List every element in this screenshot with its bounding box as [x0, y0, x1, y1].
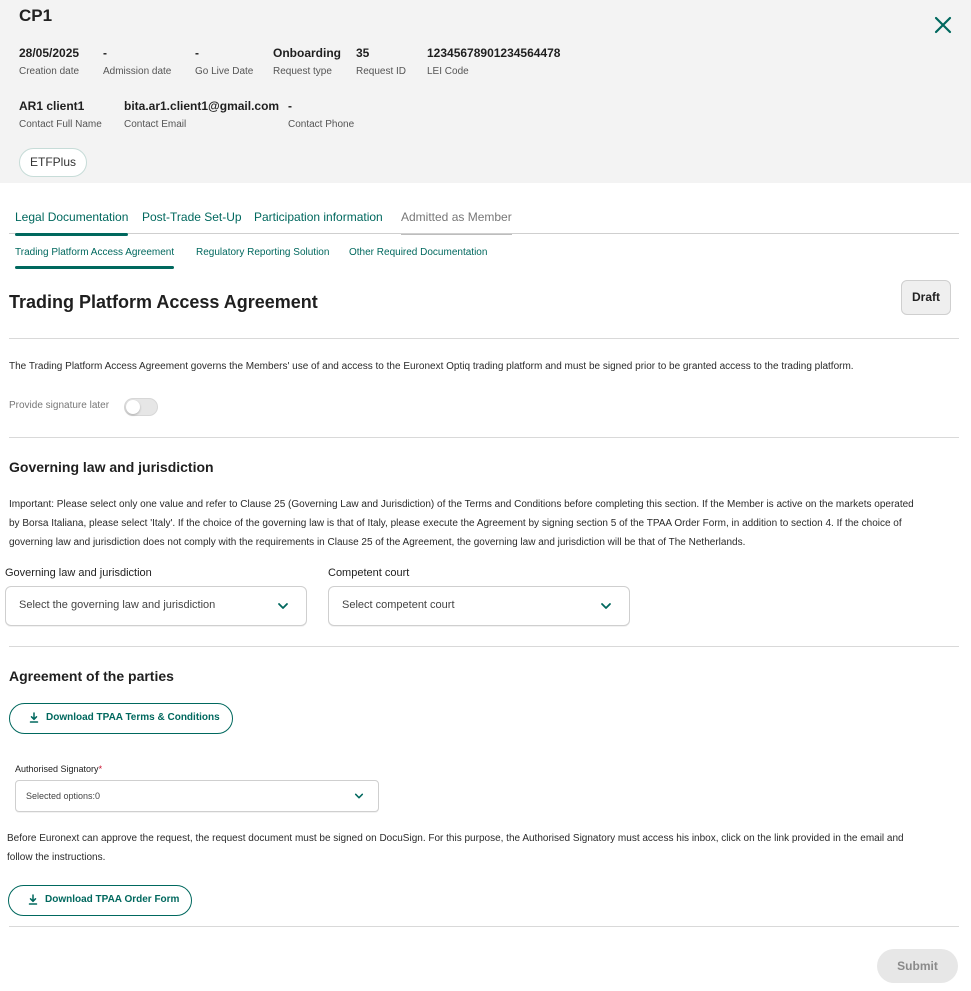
section-title-governing-law: Governing law and jurisdiction [9, 459, 214, 475]
request-id-field [356, 46, 406, 77]
button-label: Download TPAA Terms & Conditions [46, 712, 220, 723]
field-label: Request ID [356, 66, 407, 77]
governing-law-label: Governing law and jurisdiction [5, 567, 152, 579]
tab-admitted-as-member[interactable]: Admitted as Member [401, 208, 512, 234]
button-label: Download TPAA Order Form [45, 894, 180, 905]
request-header [0, 0, 971, 183]
creation-date-field [19, 46, 79, 77]
select-placeholder: Select competent court [342, 599, 455, 611]
field-label: Request type [273, 66, 332, 77]
notice-line: governing law and jurisdiction does not comply with the requirements in Clause 25 of the Agreement, the governing law and jurisdiction will be that of The Netherlands. [9, 537, 746, 548]
notice-line: Important: Please select only one value and refer to Clause 25 (Governing Law and Jurisdiction) of the Terms and Conditions before completing this section. If the Member is active on the markets operated [9, 499, 914, 510]
tab-legal-documentation[interactable]: Legal Documentation [15, 208, 128, 234]
chevron-down-icon [600, 600, 612, 612]
header-separator [0, 183, 971, 203]
field-value: 28/05/2025 [19, 46, 80, 60]
select-value: Selected options:0 [26, 791, 101, 801]
subtab-trading-platform-access-agreement[interactable]: Trading Platform Access Agreement [15, 245, 174, 267]
subtab-other-required-documentation[interactable]: Other Required Documentation [349, 247, 488, 258]
governing-law-notice [9, 495, 964, 552]
toggle-knob [126, 400, 140, 414]
docusign-instructions [7, 829, 962, 867]
field-value: - [288, 99, 292, 113]
segment-chip: ETFPlus [19, 148, 87, 177]
authorised-signatory-label [15, 764, 102, 774]
tab-post-trade-setup[interactable]: Post-Trade Set-Up [142, 210, 242, 224]
instruction-line: Before Euronext can approve the request, the request document must be signed on DocuSign. For this purpose, the Authorised Signatory must access his inbox, click on the link provided in the email and [7, 833, 904, 844]
field-label: Contact Email [124, 119, 187, 130]
admission-date-field [103, 46, 171, 77]
field-value: 12345678901234564478 [427, 46, 561, 60]
contact-phone-field [288, 99, 354, 130]
divider [9, 926, 959, 927]
field-value: bita.ar1.client1@gmail.com [124, 99, 280, 113]
main-tabs [9, 208, 959, 234]
select-placeholder: Select the governing law and jurisdiction [19, 599, 216, 611]
tab-participation-information[interactable]: Participation information [254, 210, 383, 224]
competent-court-select[interactable] [328, 586, 630, 626]
field-label: Admission date [103, 66, 172, 77]
field-label: Contact Phone [288, 119, 355, 130]
field-label: Creation date [19, 66, 80, 77]
notice-line: by Borsa Italiana, please select 'Italy'. If the choice of the governing law is that of Italy, please execute the Agreement by signing section 5 of the TPAA Order Form, in addition to section 4. If the choice of [9, 518, 902, 529]
field-value: - [103, 46, 107, 60]
field-value: Onboarding [273, 46, 341, 60]
intro-text: The Trading Platform Access Agreement governs the Members' use of and access to the Euronext Optiq trading platform and must be signed prior to be granted access to the trading platform. [9, 361, 854, 372]
divider [9, 646, 959, 647]
subtab-regulatory-reporting-solution[interactable]: Regulatory Reporting Solution [196, 247, 330, 258]
status-badge[interactable]: Draft [901, 280, 951, 315]
required-marker: * [98, 764, 103, 774]
submit-button[interactable]: Submit [877, 949, 958, 983]
contact-name-field [19, 99, 102, 130]
page-title: Trading Platform Access Agreement [9, 292, 318, 312]
download-order-form-button[interactable] [8, 885, 192, 916]
label-text: Authorised Signatory [15, 764, 99, 774]
contact-email-field [124, 99, 279, 130]
close-icon[interactable] [930, 12, 956, 38]
field-label: Contact Full Name [19, 119, 102, 130]
divider [9, 338, 959, 339]
field-label: Go Live Date [195, 66, 254, 77]
field-label: LEI Code [427, 66, 469, 77]
field-value: AR1 client1 [19, 99, 85, 113]
instruction-line: follow the instructions. [7, 852, 106, 863]
governing-law-select[interactable] [5, 586, 307, 626]
download-icon [29, 712, 39, 724]
authorised-signatory-select[interactable] [15, 780, 379, 812]
request-title: CP1 [19, 6, 53, 25]
go-live-date-field [195, 46, 253, 77]
field-value: 35 [356, 46, 370, 60]
toggle-label: Provide signature later [9, 400, 110, 411]
download-terms-button[interactable] [9, 703, 233, 734]
competent-court-label: Competent court [328, 567, 410, 579]
download-icon [28, 894, 38, 906]
field-value: - [195, 46, 199, 60]
request-type-field [273, 46, 341, 77]
lei-code-field [427, 46, 560, 77]
divider [9, 437, 959, 438]
provide-signature-later-toggle[interactable] [124, 398, 158, 416]
chevron-down-icon [354, 791, 364, 801]
chevron-down-icon [277, 600, 289, 612]
section-title-agreement: Agreement of the parties [9, 668, 174, 684]
